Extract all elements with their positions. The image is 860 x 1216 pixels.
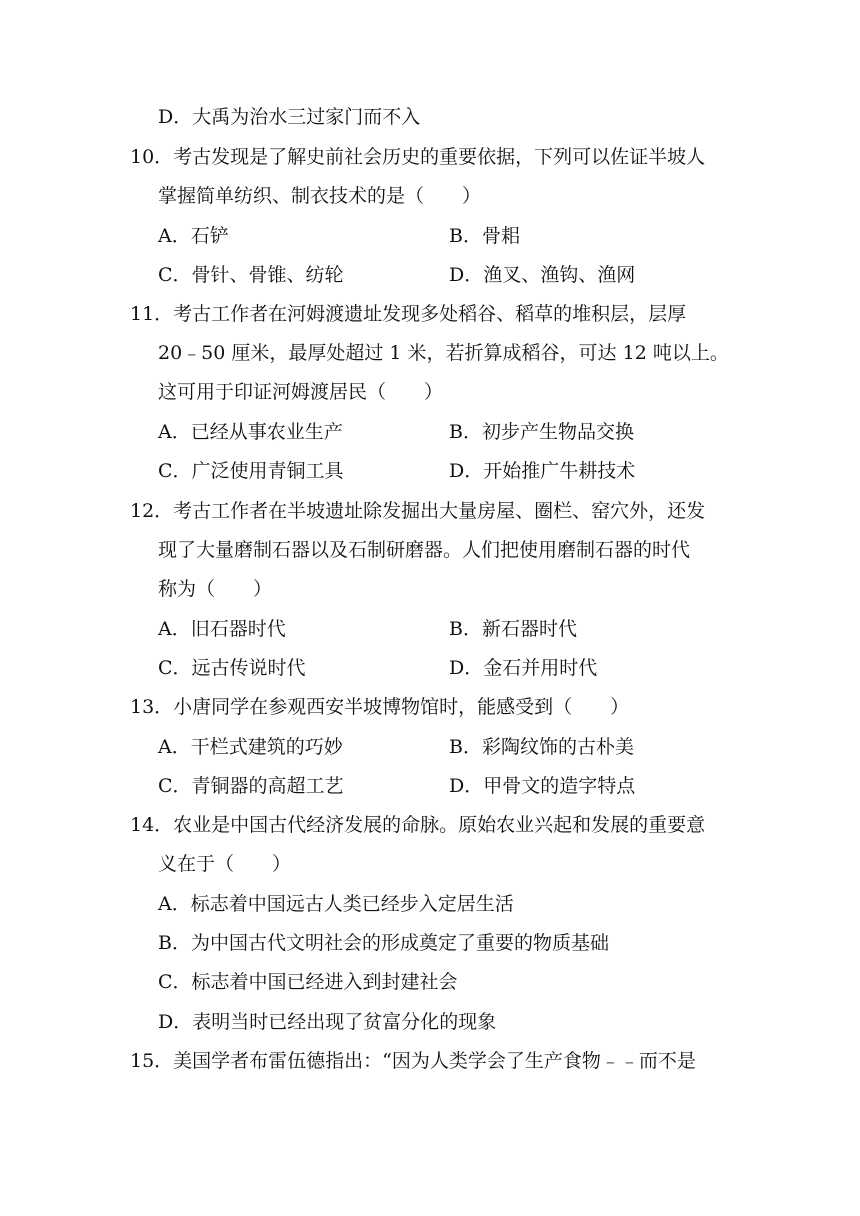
q13-option-d: D．甲骨文的造字特点 bbox=[449, 775, 636, 797]
q10-option-a: A．石铲 bbox=[158, 225, 229, 247]
q13-option-a: A．干栏式建筑的巧妙 bbox=[158, 736, 343, 758]
q10-stem-line1: 10．考古发现是了解史前社会历史的重要依据，下列可以佐证半坡人 bbox=[130, 146, 706, 168]
q12-option-d: D．金石并用时代 bbox=[449, 657, 598, 679]
q10-option-c: C．骨针、骨锥、纺轮 bbox=[158, 264, 344, 286]
q14-option-d: D．表明当时已经出现了贫富分化的现象 bbox=[158, 1011, 497, 1033]
q15-stem-line1: 15．美国学者布雷伍德指出：“因为人类学会了生产食物﹣﹣而不是 bbox=[130, 1050, 696, 1072]
q11-stem-line1: 11．考古工作者在河姆渡遗址发现多处稻谷、稻草的堆积层，层厚 bbox=[130, 303, 687, 325]
q12-stem-line3: 称为（ ） bbox=[158, 578, 273, 600]
q14-option-c: C．标志着中国已经进入到封建社会 bbox=[158, 971, 458, 993]
q13-stem-line1: 13．小唐同学在参观西安半坡博物馆时，能感受到（ ） bbox=[130, 696, 630, 718]
q11-option-c: C．广泛使用青铜工具 bbox=[158, 460, 344, 482]
q14-option-b: B．为中国古代文明社会的形成奠定了重要的物质基础 bbox=[158, 932, 609, 954]
q13-option-b: B．彩陶纹饰的古朴美 bbox=[449, 736, 634, 758]
q11-option-d: D．开始推广牛耕技术 bbox=[449, 460, 636, 482]
q12-stem-line1: 12．考古工作者在半坡遗址除发掘出大量房屋、圈栏、窑穴外，还发 bbox=[130, 500, 706, 522]
q12-option-b: B．新石器时代 bbox=[449, 618, 577, 640]
q9-option-d: D．大禹为治水三过家门而不入 bbox=[158, 106, 421, 128]
q10-option-b: B．骨耜 bbox=[449, 225, 520, 247]
q12-option-a: A．旧石器时代 bbox=[158, 618, 286, 640]
q10-stem-line2: 掌握简单纺织、制衣技术的是（ ） bbox=[158, 185, 482, 207]
q14-option-a: A．标志着中国远古人类已经步入定居生活 bbox=[158, 893, 514, 915]
q11-stem-line2: 20﹣50 厘米，最厚处超过 1 米，若折算成稻谷，可达 12 吨以上。 bbox=[158, 342, 729, 364]
q12-option-c: C．远古传说时代 bbox=[158, 657, 306, 679]
q14-stem-line1: 14．农业是中国古代经济发展的命脉。原始农业兴起和发展的重要意 bbox=[130, 814, 706, 836]
q13-option-c: C．青铜器的高超工艺 bbox=[158, 775, 344, 797]
q12-stem-line2: 现了大量磨制石器以及石制研磨器。人们把使用磨制石器的时代 bbox=[158, 539, 691, 561]
q11-option-a: A．已经从事农业生产 bbox=[158, 421, 343, 443]
q14-stem-line2: 义在于（ ） bbox=[158, 853, 292, 875]
q11-option-b: B．初步产生物品交换 bbox=[449, 421, 634, 443]
q11-stem-line3: 这可用于印证河姆渡居民（ ） bbox=[158, 381, 444, 403]
q10-option-d: D．渔叉、渔钩、渔网 bbox=[449, 264, 636, 286]
